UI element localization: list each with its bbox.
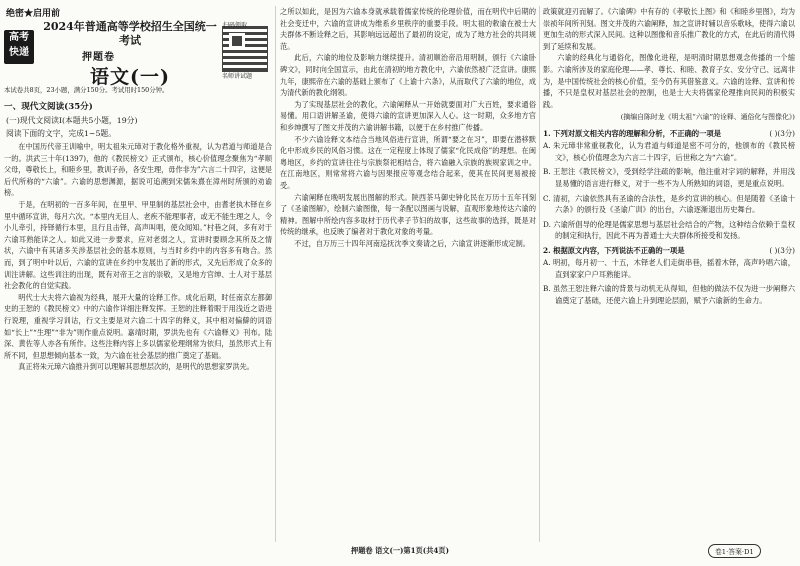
answer-stamp: 卷1·答案·D1 [708,544,761,558]
exam-header [4,20,272,86]
question-points: ( )(3分) [769,245,795,255]
passage-source: (摘编自陈时龙《明太祖“六谕”的诠释、通俗化与图像化》) [620,113,795,122]
question-stem [543,245,795,256]
question-points: ( )(3分) [769,128,795,138]
answer-option: A. 朱元璋非常重视教化，认为君道与师道是密不可分的，他颁布的《教民榜文》，核心价值理念为六言二十四字，后世称之为“六谕”。 [543,141,795,162]
subsection-title: (一)现代文阅读Ⅰ(本题共5小题，19分) [6,116,138,125]
column-left [4,6,272,373]
qr-caption-bottom: 名师讲试题 [222,73,253,80]
passage-paragraph: 为了实现基层社会的教化，六谕阐释从一开始就要面对广大百姓，要求通俗易懂。用口语讲解圣谕，使得六谕的宣讲更加深入人心。这一时期，众多地方官和乡绅撰写了图文并茂的六谕讲解书籍，以便于在乡村推广传播。 [280,99,536,132]
subject-title: 语文(一) [90,66,170,88]
logo-line-2: 快递 [9,47,29,58]
column-middle [280,6,536,249]
qr-code-icon[interactable] [222,26,268,72]
question-text: 1. 下列对原文相关内容的理解和分析，不正确的一项是 [543,128,721,138]
question-stem [543,128,795,139]
passage-paragraph: 之所以如此，是因为六谕本身就承载着儒家传统的伦理价值，而在明代中后期的社会变迁中，六谕的宣讲成为维系乡里秩序的重要手段。明太祖的敕谕在被士大夫群体不断诠释之后，其影响远远超出了最初的设定，成为了地方社会的共同规范。 [280,7,536,51]
page-footer: 押题卷 语文(一)第1页(共4页) [351,546,449,555]
exam-subtitle: 押题卷 [82,52,115,63]
answer-option: C. 清初，六谕依然具有圣谕的合法性，是乡约宣讲的核心。但是随着《圣谕十六条》的颁行及《圣谕广训》的出台，六谕逐渐退出历史舞台。 [543,193,795,215]
answer-option: B. 王恕注《教民榜文》，受到经学注疏的影响，他注重对字词的解释，并用浅显易懂的语言进行释义，对于一些不为人所熟知的词语，更是重点说明。 [543,167,795,188]
passage-paragraph: 于是，在明初的一百多年间，在里甲、甲里制的基层社会中，由耆老执木铎在乡里中循环宣讲，每月六次。“本里内无目人、老疾不能理事者，或无不能生理之人，令小儿牵引，持铎循行本里，且行且击铎，高声叫唱，使众闻知。”村巷之间，多有对于六谕耳熟能详之人。如此又进一步要求，应对老弱之人，宣讲时要顾念其所及之情状，六谕中有其诸多关涉基层社会的基本原则，与当时乡约中的内容多有吻合。然而，到了明中叶以后，六谕的宣讲在乡约中发展出了新的形式，又先后形成了众多的训注讲解。这些训注的出现，既有对帝王之言的崇敬，又是地方官绅、士人对于基层社会教化的自觉实践。 [4,199,272,291]
answer-option: B. 虽然王恕注释六谕的背景与动机无从得知，但他的做法不仅为进一步阐释六谕奠定了基础，还使六谕上升到理论层面，赋予六谕新的生命力。 [543,284,795,305]
question-text: 2. 根据原文内容，下列说法不正确的一项是 [543,245,685,255]
passage-paragraph: 不过，自万历三十四年河南巡抚沈季文奏请之后，六谕宣讲逐渐形成定制。 [294,238,530,248]
passage-paragraph: 此后，六谕的地位及影响力继续提升。清初顺治帝沿用明制，颁行《六谕卧碑文》，同时向全国宣示，由此在清初的地方教化中，六谕依然被广泛宣讲。康熙九年，康熙帝在六谕的基础上颁布了《上谕十六条》，从而取代了六谕的地位，成为清代新的教化纲领。 [280,53,536,98]
exam-instructions: 本试卷共8页，23小题，满分150分。考试用时150分钟。 [4,86,169,94]
passage-paragraph: 在中国历代帝王训喻中，明太祖朱元璋对于教化格外重视，认为君道与师道是合一的。洪武三十年(1397)，他的《教民榜文》正式颁布，核心价值理念聚焦为“孝顺父母，尊敬长上，和睦乡里，教训子孙，各安生理，毋作非为”六言二十四字，这便是后代所称的“六谕”。六谕的思想渊源，据说可追溯到宋儒朱熹在漳州时所颁的劝谕榜。 [4,142,272,198]
exam-title: 2024年普通高等学校招生全国统一考试 [43,20,217,47]
passage-paragraph: 不少六谕诠释文本结合当地风俗进行宣讲，所谓“要之在习”，即要在潜移默化中形成乡民的风俗习惯。这在一定程度上体现了儒家“化民成俗”的理想。在闽粤地区，乡约的宣讲往往与宗族祭祀相结合，将六谕融入宗族的族规家训之中。在江南地区，则常常将六谕与因果报应等观念结合起来，使其在民间更易被接受。 [280,134,536,190]
brand-logo [4,30,34,64]
answer-option: D. 六谕所倡导的伦理是儒家思想与基层社会结合的产物，这种结合依赖于皇权的制定和执行，因此不再为普通士大夫群体所接受和发扬。 [543,219,795,241]
column-divider [275,6,276,542]
passage-paragraph: 真正将朱元璋六谕推升到可以理解其思想层次的，是明代的思想家罗洪先。 [18,362,254,372]
section-title: 一、现代文阅读(35分) [4,102,93,112]
logo-line-1: 高考 [9,32,29,43]
answer-option: A. 明初，每月初一、十五，木铎老人们走街串巷，摇着木铎，高声吟唱六谕，直到家家户户耳熟能详。 [543,258,795,279]
column-divider [539,6,540,542]
reading-instruction: 阅读下面的文字，完成1~5题。 [6,129,117,138]
passage-paragraph: 六谕阐释在晚明发展出图解的形式。陕西茶马御史钟化民在万历十五年刊刻了《圣谕图解》，绘制六谕图像，每一条配以图画与说解，直观形象地传达六谕的精神。图解中所绘内容多取材于历代孝子节妇的故事，这些故事的选择，既是对传统的继承，也反映了编者对于教化对象的考量。 [280,192,536,237]
secret-label: 绝密★启用前 [6,9,61,19]
column-right [543,6,795,309]
passage-paragraph: 明代士大夫将六谕视为经典，展开大量的诠释工作。成化后期，时任南京左都御史的王恕的《教民榜文》中的六谕作详细注释发挥。王恕的注释着眼于用浅近之语进行说理，重视学习训诂，行文主要是对六谕二十四字的释义，其中相对偏僻的词语如“长上”“生理”“非为”则作重点说明。嘉靖时期，罗洪先也有《六谕释义》刊布。陆深、黄佐等人亦各有所作。这些注释内容上多以儒家伦理纲常为依归，虽然形式上有所不同，但思想倾向基本一致，为六谕在社会基层的推广奠定了基础。 [4,292,272,360]
passage-paragraph: 政策就迎刃而解了。《六谕碑》中有存的《孝敬长上图》和《和睦乡里图》，均为崇祯年间所刊刻。图文并茂的六谕阐释，加之宣讲时辅以音乐歌咏，使得六谕以更加生动的形式深入民间。这种以图像和音乐推广教化的方式，在此后的清代得到了延续和发展。 [543,7,795,51]
passage-paragraph: 六谕的经典化与通俗化，图像化进程，是明清时期思想观念传播的一个缩影。六谕所涉及的家庭伦理——孝、尊长、和睦、教育子女、安分守己、远离非为，是中国传统社会的核心价值，至今仍有其借鉴意义。六谕的诠释、宣讲和传播，不只是皇权对基层社会的控制，也是士大夫将儒家伦理推向民间的积极实践。 [543,53,795,109]
